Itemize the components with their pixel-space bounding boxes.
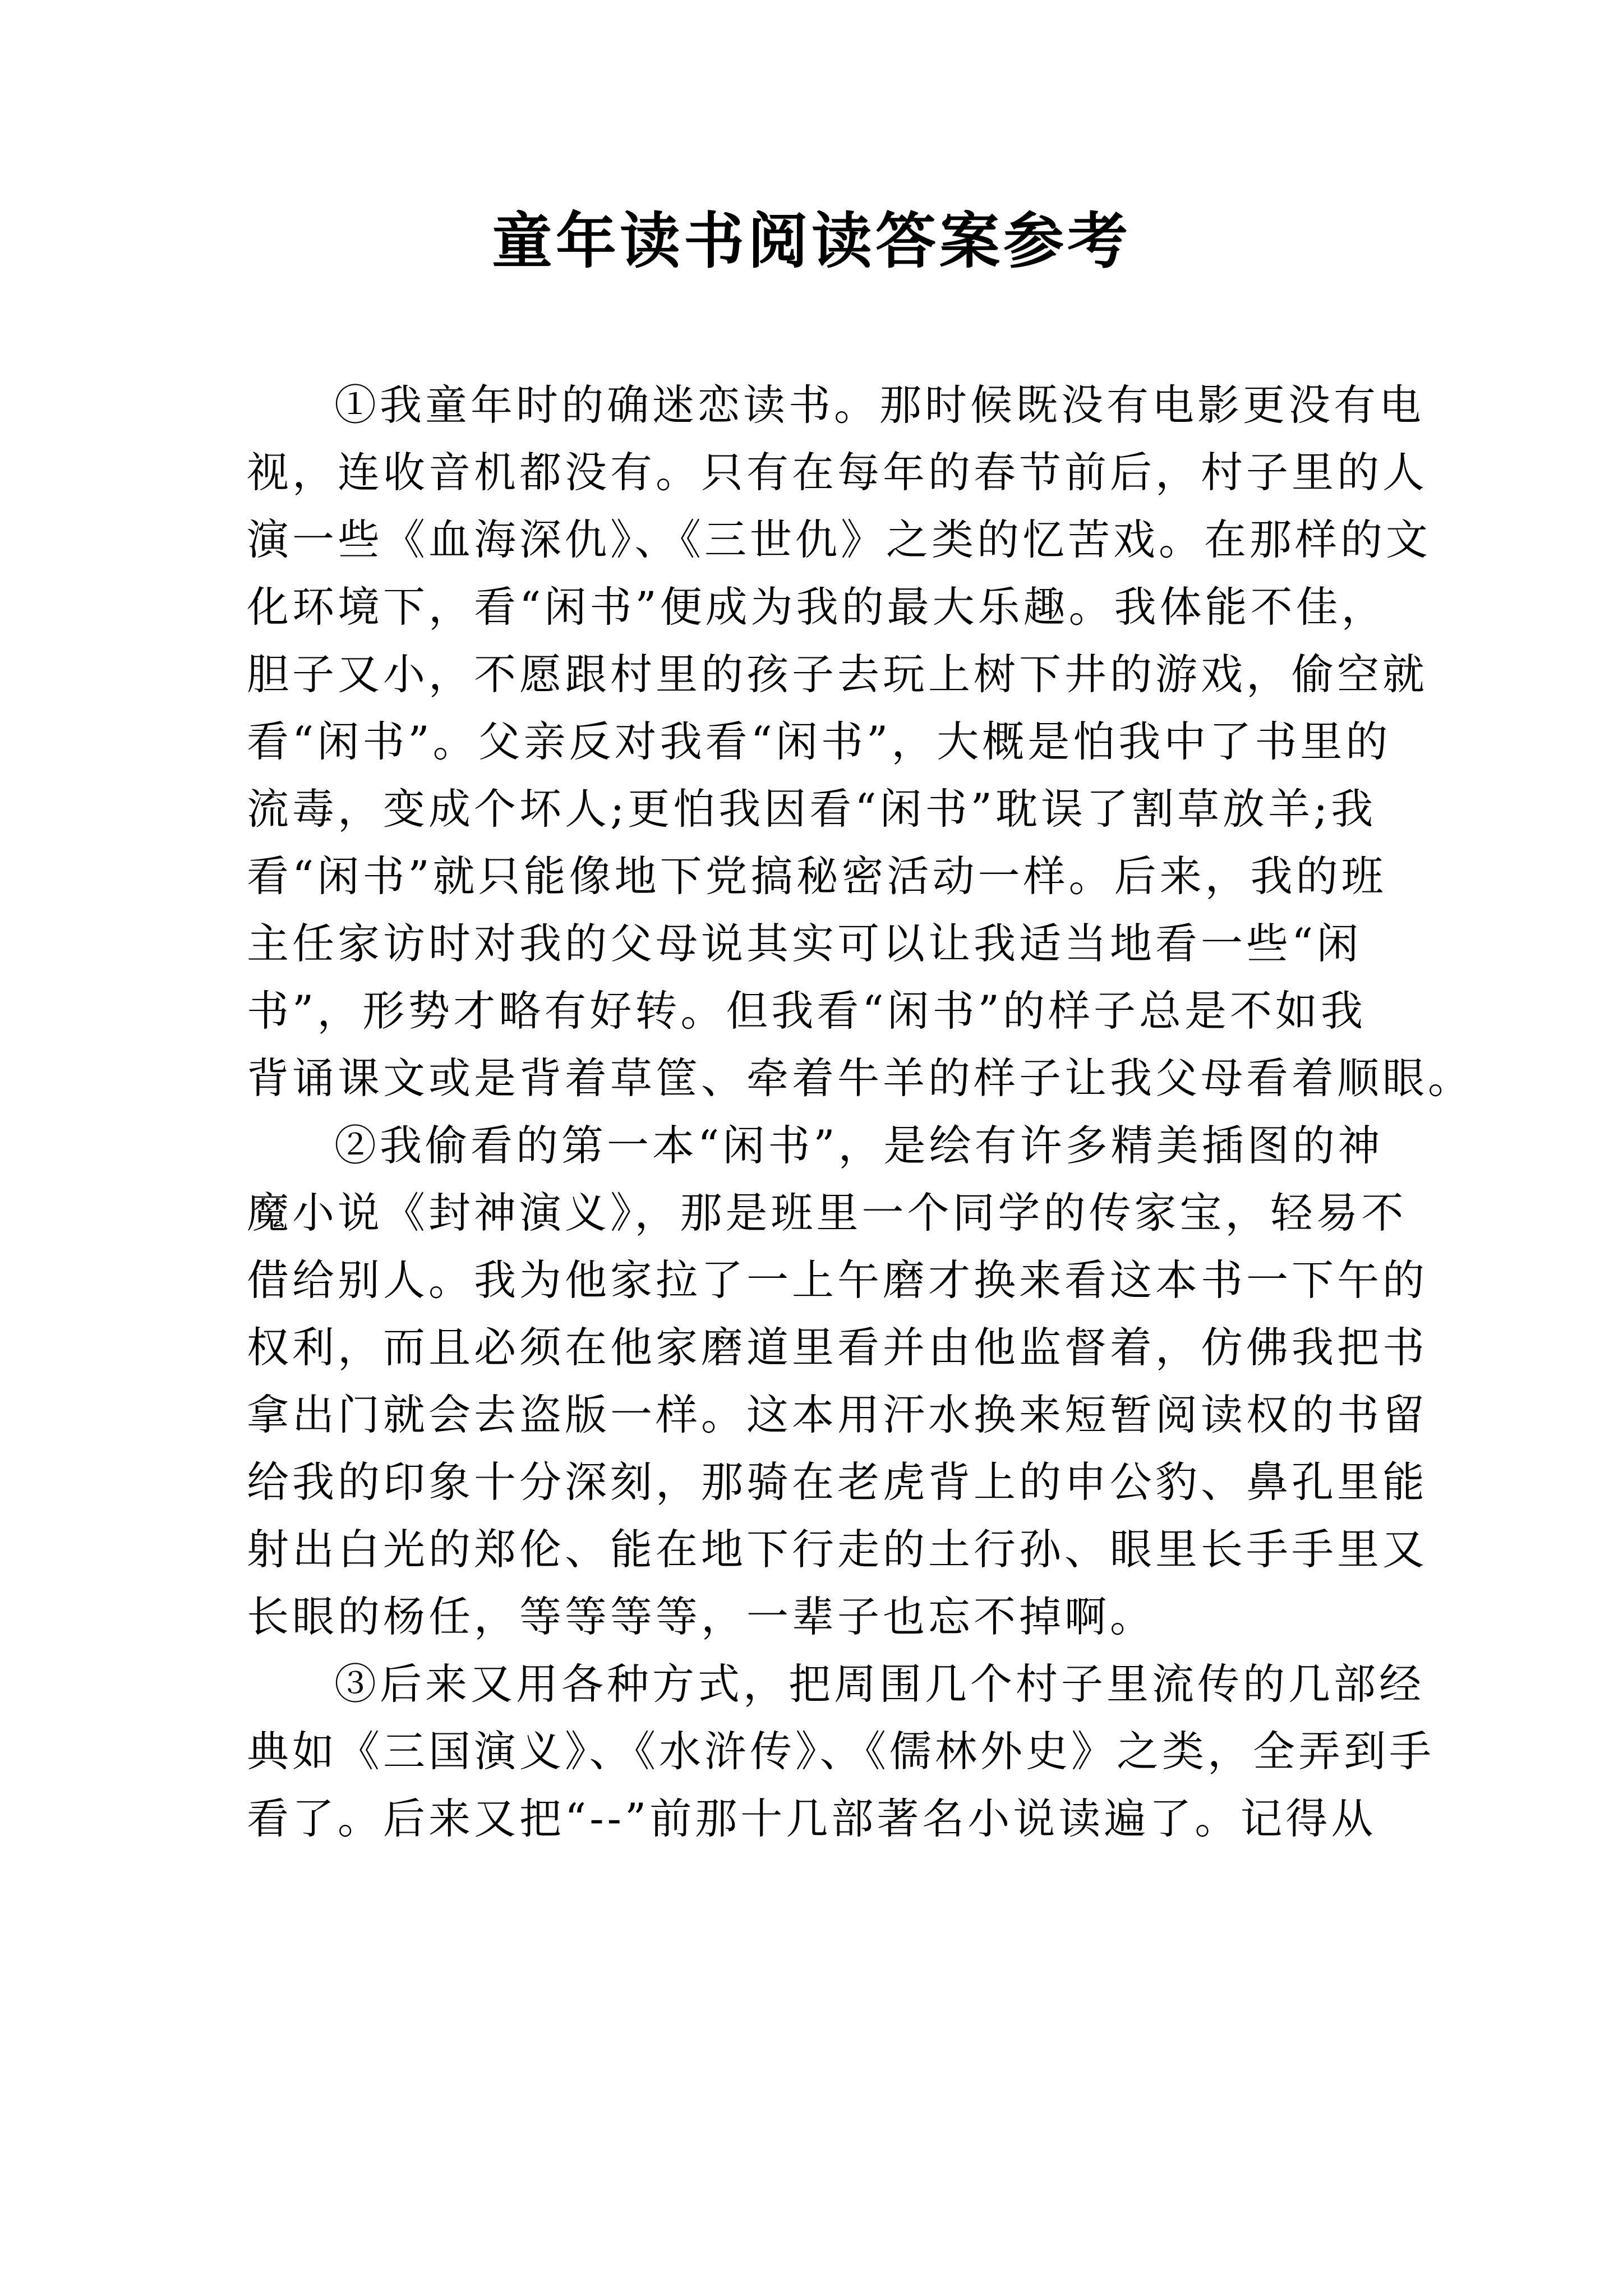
paragraph-line: 借给别人。我为他家拉了一上午磨才换来看这本书一下午的 bbox=[247, 1255, 1428, 1305]
paragraph-line: 看了。后来又把“--”前那十几部著名小说读遍了。记得从 bbox=[247, 1794, 1377, 1843]
paragraph-line: ①我童年时的确迷恋读书。那时候既没有电影更没有电 bbox=[334, 380, 1425, 430]
paragraph-line: 视，连收音机都没有。只有在每年的春节前后，村子里的人 bbox=[247, 448, 1428, 497]
paragraph-line: 看“闲书”就只能像地下党搞秘密活动一样。后来，我的班 bbox=[247, 852, 1387, 901]
paragraph-line: 书”，形势才略有好转。但我看“闲书”的样子总是不如我 bbox=[247, 986, 1367, 1036]
paragraph-line: ③后来又用各种方式，把周围几个村子里流传的几部经 bbox=[334, 1659, 1425, 1709]
paragraph-line: 给我的印象十分深刻，那骑在老虎背上的申公豹、鼻孔里能 bbox=[247, 1457, 1428, 1507]
paragraph-line: 主任家访时对我的父母说其实可以让我适当地看一些“闲 bbox=[247, 919, 1362, 968]
paragraph-line: 流毒，变成个坏人;更怕我因看“闲书”耽误了割草放羊;我 bbox=[247, 784, 1377, 834]
paragraph-line: ②我偷看的第一本“闲书”，是绘有许多精美插图的神 bbox=[334, 1121, 1384, 1170]
paragraph-line: 权利，而且必须在他家磨道里看并由他监督着，仿佛我把书 bbox=[247, 1323, 1428, 1372]
paragraph-line: 典如《三国演义》、《水浒传》、《儒林外史》之类，全弄到手 bbox=[247, 1727, 1435, 1776]
document-title: 童年读书阅读答案参考 bbox=[491, 206, 1131, 277]
paragraph-line: 胆子又小，不愿跟村里的孩子去玩上树下井的游戏，偷空就 bbox=[247, 650, 1428, 699]
paragraph-line: 拿出门就会去盗版一样。这本用汗水换来短暂阅读权的书留 bbox=[247, 1390, 1428, 1439]
paragraph-line: 魔小说《封神演义》，那是班里一个同学的传家宝，轻易不 bbox=[247, 1188, 1407, 1237]
paragraph-line: 背诵课文或是背着草筐、牵着牛羊的样子让我父母看着顺眼。 bbox=[247, 1053, 1474, 1103]
paragraph-line: 化环境下，看“闲书”便成为我的最大乐趣。我体能不佳， bbox=[247, 582, 1387, 632]
paragraph-line: 射出白光的郑伦、能在地下行走的土行孙、眼里长手手里又 bbox=[247, 1525, 1428, 1574]
paragraph-line: 长眼的杨任，等等等等，一辈子也忘不掉啊。 bbox=[247, 1592, 1156, 1641]
paragraph-line: 演一些《血海深仇》、《三世仇》之类的忆苦戏。在那样的文 bbox=[247, 515, 1432, 564]
paragraph-line: 看“闲书”。父亲反对我看“闲书”，大概是怕我中了书里的 bbox=[247, 717, 1391, 766]
